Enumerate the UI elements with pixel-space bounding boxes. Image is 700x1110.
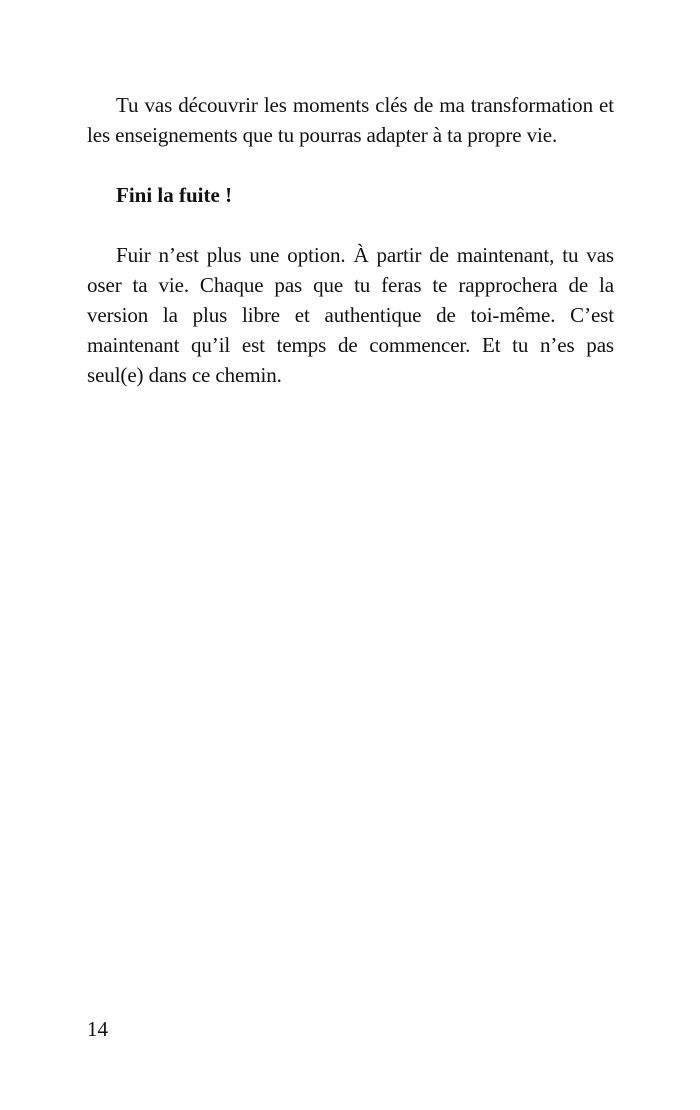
paragraph-intro: Tu vas découvrir les moments clés de ma transformation et les enseignements que tu pourras adapter à ta propre vie.: [87, 93, 614, 147]
section-heading: Fini la fuite !: [116, 183, 233, 207]
paragraph-body: Fuir n’est plus une option. À partir de maintenant, tu vas oser ta vie. Chaque pas que tu feras te rapprochera de la version la plus libre et authentique de toi-même. C’est maintenant qu’il est temps de commencer. Et tu n’es pas seul(e) dans ce chemin.: [87, 243, 614, 387]
paragraph-spacer: [87, 150, 614, 180]
page-number: 14: [87, 1017, 108, 1041]
paragraph-spacer: [87, 210, 614, 240]
page-body: [87, 90, 614, 390]
